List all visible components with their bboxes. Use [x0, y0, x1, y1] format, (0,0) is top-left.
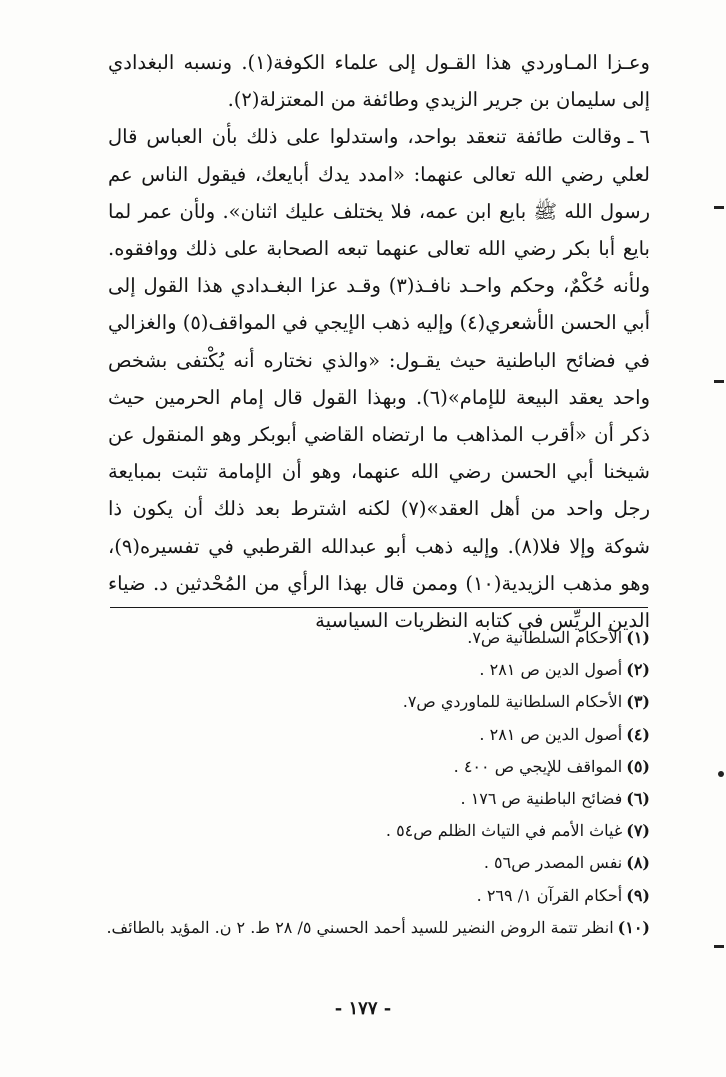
- footnote: (١٠)انظر تتمة الروض النضير للسيد أحمد الحسني ٥/ ٢٨ ط. ٢ ن. المؤيد بالطائف.: [106, 917, 650, 937]
- paragraph-6-text: وقالت طائفة تنعقد بواحد، واستدلوا على ذلك بأن العباس قال لعلي رضي الله تعالى عنهما: «امدد يدك أبايعك، فيقول الناس عم رسول الله ﷺ بايع ابن عمه، فلا يختلف عليك اثنان». ولأن عمر لما بايع أبا بكر رضي الله تعالى عنهما تبعه الصحابة على ذلك ووافقوه. ولأنه حُكْمٌ، وحكم واحـد نافـذ(٣) وقـد عزا البغـدادي هذا القول إلى أبي الحسن الأشعري(٤) وإليه ذهب الإيجي في المواقف(٥) والغزالي في فضائح الباطنية حيث يقـول: «والذي نختاره أنه يُكْتفى بشخص واحد يعقد البيعة للإمام»(٦). وبهذا القول قال إمام الحرمين حيث ذكر أن «أقرب المذاهب ما ارتضاه القاضي أبوبكر وهو المنقول عن شيخنا أبي الحسن رضي الله عنهما، وهو أن الإمامة تثبت بمبايعة رجل واحد من أهل العقد»(٧) لكنه اشترط بعد ذلك أن يكون ذا شوكة وإلا فلا(٨). وإليه ذهب أبو عبدالله القرطبي في تفسيره(٩)، وهو مذهب الزيدية(١٠) وممن قال بهذا الرأي من المُحْدثين د. ضياء الدين الريِّس في كتابه النظريات السياسية: [108, 125, 650, 633]
- footnote: (٢)أصول الدين ص ٢٨١ .: [479, 660, 650, 680]
- footnote: (٨)نفس المصدر ص٥٦ .: [483, 853, 650, 873]
- paragraph-number: ٦ ـ: [627, 125, 650, 149]
- page-number: - ١٧٧ -: [334, 998, 392, 1019]
- paragraph-intro: وعـزا المـاوردي هذا القـول إلى علماء الكوفة(١). ونسبه البغدادي إلى سليمان بن جرير الزيدي وطائفة من المعتزلة(٢).: [108, 51, 650, 112]
- footnote: (٣)الأحكام السلطانية للماوردي ص٧.: [402, 692, 650, 712]
- footnote: (٤)أصول الدين ص ٢٨١ .: [479, 724, 650, 744]
- footnote: (٦)فضائح الباطنية ص ١٧٦ .: [460, 789, 650, 809]
- main-text: [108, 44, 650, 639]
- footnote-separator: [110, 607, 648, 608]
- scan-mark: [714, 945, 724, 948]
- footnote: (١)الأحكام السلطانية ص٧.: [467, 628, 650, 647]
- footnotes: [100, 622, 650, 944]
- paragraph-6: [108, 118, 650, 639]
- scan-mark: [714, 206, 724, 209]
- footnote: (٥)المواقف للإيجي ص ٤٠٠ .: [453, 756, 650, 776]
- footnote: (٧)غياث الأمم في التياث الظلم ص٥٤ .: [385, 821, 650, 841]
- footnote: (٩)أحكام القرآن ١/ ٢٦٩ .: [476, 885, 650, 905]
- scan-mark: [718, 771, 724, 777]
- scan-mark: [714, 380, 724, 383]
